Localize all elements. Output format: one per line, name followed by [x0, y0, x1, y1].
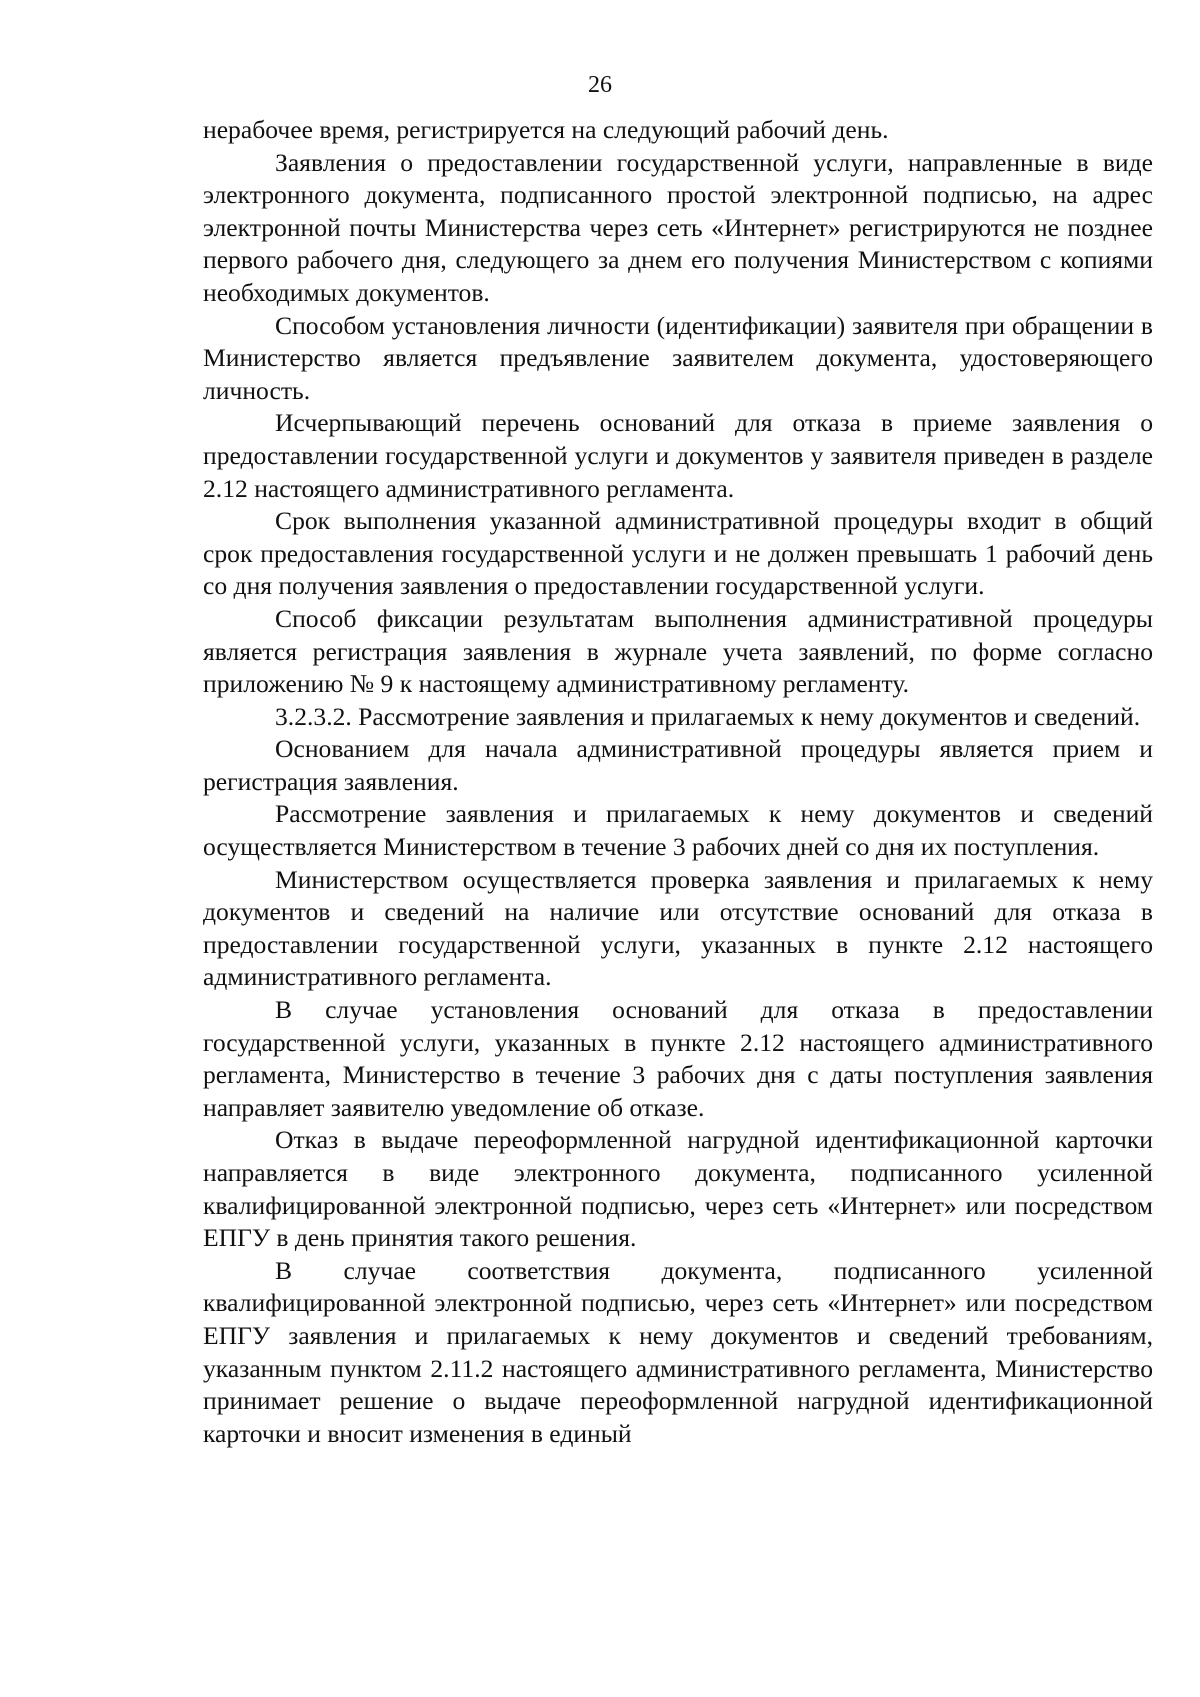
paragraph-result-recording: Способ фиксации результатам выполнения административной процедуры является регистрация заявления в журнале учета заявлений, по форме согласно приложению № 9 к настоящему административному регламенту.: [203, 603, 1153, 699]
paragraph-ministry-check: Министерством осуществляется проверка заявления и прилагаемых к нему документов и сведений на наличие или отсутствие оснований для отказа в предоставлении государственной услуги, указанных в пункте 2.12 настоящего административного регламента.: [203, 864, 1153, 992]
paragraph-refusal-notice: В случае установления оснований для отказа в предоставлении государственной услуги, указанных в пункте 2.12 настоящего административного регламента, Министерство в течение 3 рабочих дня с даты поступления заявления направляет заявителю уведомление об отказе.: [203, 995, 1153, 1122]
paragraph-continuation: нерабочее время, регистрируется на следующий рабочий день.: [203, 115, 889, 144]
paragraph-identity-verification: Способом установления личности (идентификации) заявителя при обращении в Министерство является предъявление заявителем документа, удостоверяющего личность.: [203, 310, 1153, 405]
paragraph-approval-decision: В случае соответствия документа, подписанного усиленной квалифицированной электронной подписью, через сеть «Интернет» или посредством ЕПГУ заявления и прилагаемых к нему документов и сведений требованиям, указанным пунктом 2.11.2 настоящего административного регламента, Министерство принимает решение о выдаче переоформленной нагрудной идентификационной карточки и вносит изменения в единый: [203, 1255, 1153, 1448]
page-number: 26: [588, 72, 612, 98]
paragraph-refusal-grounds: Исчерпывающий перечень оснований для отказа в приеме заявления о предоставлении государственной услуги и документов у заявителя приведен в разделе 2.12 настоящего административного регламента.: [203, 408, 1153, 503]
document-body: [203, 114, 1153, 1450]
paragraph-refusal-delivery: Отказ в выдаче переоформленной нагрудной идентификационной карточки направляется в виде электронного документа, подписанного усиленной квалифицированной электронной подписью, через сеть «Интернет» или посредством ЕПГУ в день принятия такого решения.: [203, 1125, 1153, 1253]
paragraph-electronic-applications: Заявления о предоставлении государственной услуги, направленные в виде электронного документа, подписанного простой электронной подписью, на адрес электронной почты Министерства через сеть «Интернет» регистрируются не позднее первого рабочего дня, следующего за днем его получения Министерством с копиями необходимых документов.: [203, 147, 1153, 307]
paragraph-procedure-basis: Основанием для начала административной процедуры является прием и регистрация заявления.: [203, 734, 1153, 796]
section-heading-3-2-3-2: 3.2.3.2. Рассмотрение заявления и прилагаемых к нему документов и сведений.: [275, 701, 1141, 731]
paragraph-review-term: Рассмотрение заявления и прилагаемых к нему документов и сведений осуществляется Министерством в течение 3 рабочих дней со дня их поступления.: [203, 799, 1153, 862]
paragraph-execution-term: Срок выполнения указанной административной процедуры входит в общий срок предоставления государственной услуги и не должен превышать 1 рабочий день со дня получения заявления о предоставлении государственной услуги.: [203, 506, 1153, 601]
